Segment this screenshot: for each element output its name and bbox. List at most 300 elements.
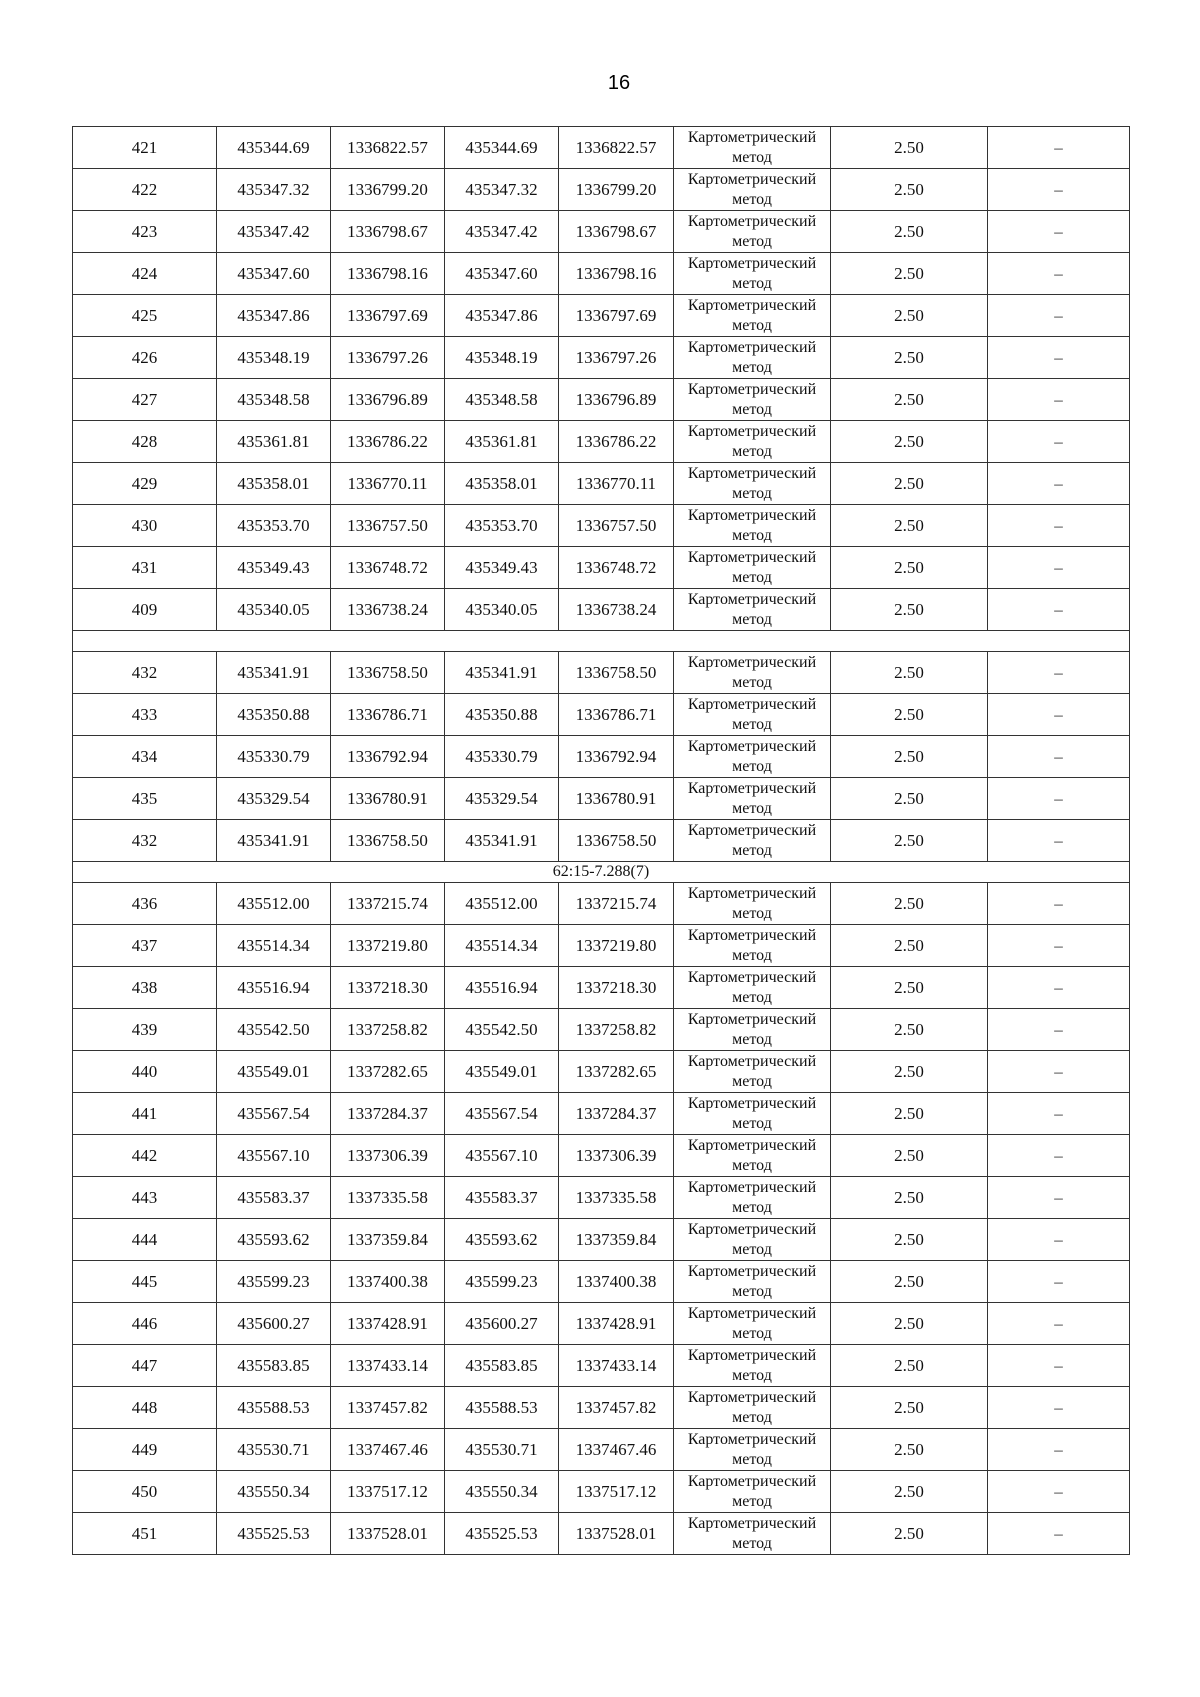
method-cell: Картометрический метод [674,694,831,736]
x-existing-cell: 435600.27 [217,1303,331,1345]
y-existing-cell: 1336786.71 [331,694,445,736]
x-refined-cell: 435516.94 [445,967,559,1009]
accuracy-cell: 2.50 [831,1513,988,1555]
description-cell: – [988,1303,1130,1345]
table-row [73,1177,1130,1219]
table-row [73,1093,1130,1135]
method-cell: Картометрический метод [674,337,831,379]
point-number-cell: 421 [73,127,217,169]
x-existing-cell: 435361.81 [217,421,331,463]
table-row [73,1303,1130,1345]
method-cell: Картометрический метод [674,778,831,820]
accuracy-cell: 2.50 [831,589,988,631]
y-existing-cell: 1336786.22 [331,421,445,463]
y-refined-cell: 1336758.50 [559,820,674,862]
method-cell: Картометрический метод [674,1471,831,1513]
point-number-cell: 443 [73,1177,217,1219]
method-cell: Картометрический метод [674,820,831,862]
table-row [73,1471,1130,1513]
x-refined-cell: 435599.23 [445,1261,559,1303]
accuracy-cell: 2.50 [831,379,988,421]
x-refined-cell: 435514.34 [445,925,559,967]
accuracy-cell: 2.50 [831,1345,988,1387]
accuracy-cell: 2.50 [831,925,988,967]
table-row [73,925,1130,967]
point-number-cell: 432 [73,820,217,862]
cadastral-number-label: 62:15-7.288(7) [73,862,1130,883]
y-existing-cell: 1336738.24 [331,589,445,631]
point-number-cell: 431 [73,547,217,589]
table-row [73,589,1130,631]
y-refined-cell: 1337428.91 [559,1303,674,1345]
table-row [73,1219,1130,1261]
y-existing-cell: 1337528.01 [331,1513,445,1555]
description-cell: – [988,652,1130,694]
y-refined-cell: 1336797.69 [559,295,674,337]
point-number-cell: 444 [73,1219,217,1261]
y-existing-cell: 1337218.30 [331,967,445,1009]
y-refined-cell: 1337517.12 [559,1471,674,1513]
x-existing-cell: 435530.71 [217,1429,331,1471]
method-cell: Картометрический метод [674,1387,831,1429]
method-cell: Картометрический метод [674,421,831,463]
y-refined-cell: 1336822.57 [559,127,674,169]
accuracy-cell: 2.50 [831,1219,988,1261]
point-number-cell: 409 [73,589,217,631]
description-cell: – [988,463,1130,505]
accuracy-cell: 2.50 [831,169,988,211]
method-cell: Картометрический метод [674,1009,831,1051]
method-cell: Картометрический метод [674,1261,831,1303]
y-refined-cell: 1337218.30 [559,967,674,1009]
y-existing-cell: 1336798.67 [331,211,445,253]
accuracy-cell: 2.50 [831,337,988,379]
y-refined-cell: 1336792.94 [559,736,674,778]
x-existing-cell: 435348.19 [217,337,331,379]
x-refined-cell: 435347.86 [445,295,559,337]
y-refined-cell: 1337467.46 [559,1429,674,1471]
accuracy-cell: 2.50 [831,1471,988,1513]
y-existing-cell: 1336796.89 [331,379,445,421]
method-cell: Картометрический метод [674,463,831,505]
description-cell: – [988,1009,1130,1051]
description-cell: – [988,778,1130,820]
table-row [73,169,1130,211]
accuracy-cell: 2.50 [831,253,988,295]
description-cell: – [988,1345,1130,1387]
accuracy-cell: 2.50 [831,1093,988,1135]
x-existing-cell: 435583.37 [217,1177,331,1219]
y-existing-cell: 1337219.80 [331,925,445,967]
x-existing-cell: 435588.53 [217,1387,331,1429]
x-existing-cell: 435583.85 [217,1345,331,1387]
accuracy-cell: 2.50 [831,1303,988,1345]
x-existing-cell: 435347.32 [217,169,331,211]
method-cell: Картометрический метод [674,1093,831,1135]
x-existing-cell: 435347.86 [217,295,331,337]
table-row [73,1345,1130,1387]
y-refined-cell: 1337400.38 [559,1261,674,1303]
x-existing-cell: 435514.34 [217,925,331,967]
x-refined-cell: 435350.88 [445,694,559,736]
y-refined-cell: 1336758.50 [559,652,674,694]
point-number-cell: 430 [73,505,217,547]
table-row [73,694,1130,736]
table-row [73,1009,1130,1051]
y-existing-cell: 1336799.20 [331,169,445,211]
accuracy-cell: 2.50 [831,295,988,337]
point-number-cell: 448 [73,1387,217,1429]
table-row [73,778,1130,820]
x-refined-cell: 435341.91 [445,820,559,862]
method-cell: Картометрический метод [674,1219,831,1261]
accuracy-cell: 2.50 [831,1051,988,1093]
x-refined-cell: 435358.01 [445,463,559,505]
y-refined-cell: 1337282.65 [559,1051,674,1093]
y-existing-cell: 1337258.82 [331,1009,445,1051]
method-cell: Картометрический метод [674,127,831,169]
method-cell: Картометрический метод [674,547,831,589]
accuracy-cell: 2.50 [831,883,988,925]
accuracy-cell: 2.50 [831,736,988,778]
x-refined-cell: 435600.27 [445,1303,559,1345]
x-refined-cell: 435550.34 [445,1471,559,1513]
x-refined-cell: 435347.42 [445,211,559,253]
x-refined-cell: 435347.32 [445,169,559,211]
x-existing-cell: 435549.01 [217,1051,331,1093]
x-existing-cell: 435341.91 [217,652,331,694]
y-refined-cell: 1336770.11 [559,463,674,505]
point-number-cell: 442 [73,1135,217,1177]
point-number-cell: 435 [73,778,217,820]
accuracy-cell: 2.50 [831,127,988,169]
point-number-cell: 450 [73,1471,217,1513]
accuracy-cell: 2.50 [831,652,988,694]
x-refined-cell: 435348.58 [445,379,559,421]
description-cell: – [988,1135,1130,1177]
table-row [73,379,1130,421]
x-refined-cell: 435593.62 [445,1219,559,1261]
point-number-cell: 433 [73,694,217,736]
description-cell: – [988,1051,1130,1093]
description-cell: – [988,1093,1130,1135]
y-existing-cell: 1336798.16 [331,253,445,295]
point-number-cell: 434 [73,736,217,778]
method-cell: Картометрический метод [674,1513,831,1555]
y-refined-cell: 1337284.37 [559,1093,674,1135]
x-refined-cell: 435583.37 [445,1177,559,1219]
x-refined-cell: 435344.69 [445,127,559,169]
x-existing-cell: 435353.70 [217,505,331,547]
accuracy-cell: 2.50 [831,1177,988,1219]
description-cell: – [988,925,1130,967]
point-number-cell: 445 [73,1261,217,1303]
x-refined-cell: 435567.54 [445,1093,559,1135]
point-number-cell: 438 [73,967,217,1009]
point-number-cell: 429 [73,463,217,505]
point-number-cell: 423 [73,211,217,253]
table-row [73,547,1130,589]
description-cell: – [988,169,1130,211]
x-refined-cell: 435583.85 [445,1345,559,1387]
y-existing-cell: 1336748.72 [331,547,445,589]
y-refined-cell: 1337335.58 [559,1177,674,1219]
table-row [73,1261,1130,1303]
x-refined-cell: 435349.43 [445,547,559,589]
point-number-cell: 446 [73,1303,217,1345]
y-refined-cell: 1336786.22 [559,421,674,463]
y-refined-cell: 1336798.67 [559,211,674,253]
description-cell: – [988,1261,1130,1303]
description-cell: – [988,211,1130,253]
section-header-row [73,862,1130,883]
method-cell: Картометрический метод [674,1429,831,1471]
point-number-cell: 447 [73,1345,217,1387]
spacer-row [73,631,1130,652]
x-existing-cell: 435512.00 [217,883,331,925]
accuracy-cell: 2.50 [831,1261,988,1303]
x-existing-cell: 435516.94 [217,967,331,1009]
y-existing-cell: 1337284.37 [331,1093,445,1135]
description-cell: – [988,379,1130,421]
accuracy-cell: 2.50 [831,421,988,463]
x-refined-cell: 435542.50 [445,1009,559,1051]
method-cell: Картометрический метод [674,505,831,547]
table-row [73,505,1130,547]
x-refined-cell: 435340.05 [445,589,559,631]
description-cell: – [988,547,1130,589]
x-refined-cell: 435353.70 [445,505,559,547]
y-existing-cell: 1337400.38 [331,1261,445,1303]
accuracy-cell: 2.50 [831,778,988,820]
spacer-cell [73,631,1130,652]
table-row [73,421,1130,463]
method-cell: Картометрический метод [674,211,831,253]
y-refined-cell: 1336757.50 [559,505,674,547]
y-existing-cell: 1337306.39 [331,1135,445,1177]
y-existing-cell: 1336757.50 [331,505,445,547]
point-number-cell: 441 [73,1093,217,1135]
table-row [73,652,1130,694]
y-existing-cell: 1336780.91 [331,778,445,820]
y-refined-cell: 1336798.16 [559,253,674,295]
method-cell: Картометрический метод [674,295,831,337]
accuracy-cell: 2.50 [831,547,988,589]
x-refined-cell: 435329.54 [445,778,559,820]
method-cell: Картометрический метод [674,1135,831,1177]
description-cell: – [988,1513,1130,1555]
y-existing-cell: 1337215.74 [331,883,445,925]
accuracy-cell: 2.50 [831,1009,988,1051]
x-refined-cell: 435588.53 [445,1387,559,1429]
description-cell: – [988,337,1130,379]
point-number-cell: 427 [73,379,217,421]
point-number-cell: 436 [73,883,217,925]
description-cell: – [988,1471,1130,1513]
x-existing-cell: 435542.50 [217,1009,331,1051]
y-refined-cell: 1336796.89 [559,379,674,421]
y-existing-cell: 1337359.84 [331,1219,445,1261]
x-existing-cell: 435348.58 [217,379,331,421]
table-row [73,253,1130,295]
x-existing-cell: 435347.60 [217,253,331,295]
y-existing-cell: 1337428.91 [331,1303,445,1345]
accuracy-cell: 2.50 [831,694,988,736]
table-row [73,337,1130,379]
point-number-cell: 449 [73,1429,217,1471]
x-refined-cell: 435347.60 [445,253,559,295]
method-cell: Картометрический метод [674,925,831,967]
point-number-cell: 424 [73,253,217,295]
table-row [73,463,1130,505]
y-existing-cell: 1337433.14 [331,1345,445,1387]
description-cell: – [988,694,1130,736]
description-cell: – [988,589,1130,631]
description-cell: – [988,1219,1130,1261]
description-cell: – [988,883,1130,925]
y-existing-cell: 1336797.69 [331,295,445,337]
accuracy-cell: 2.50 [831,967,988,1009]
method-cell: Картометрический метод [674,379,831,421]
coordinates-table [72,126,1130,1555]
table-row [73,211,1130,253]
description-cell: – [988,127,1130,169]
y-refined-cell: 1336748.72 [559,547,674,589]
x-refined-cell: 435549.01 [445,1051,559,1093]
point-number-cell: 439 [73,1009,217,1051]
description-cell: – [988,505,1130,547]
x-refined-cell: 435512.00 [445,883,559,925]
y-refined-cell: 1337457.82 [559,1387,674,1429]
x-existing-cell: 435358.01 [217,463,331,505]
y-existing-cell: 1336758.50 [331,652,445,694]
x-refined-cell: 435530.71 [445,1429,559,1471]
y-existing-cell: 1337517.12 [331,1471,445,1513]
description-cell: – [988,295,1130,337]
method-cell: Картометрический метод [674,1345,831,1387]
y-refined-cell: 1336797.26 [559,337,674,379]
method-cell: Картометрический метод [674,652,831,694]
x-refined-cell: 435361.81 [445,421,559,463]
description-cell: – [988,253,1130,295]
description-cell: – [988,1387,1130,1429]
method-cell: Картометрический метод [674,169,831,211]
page-number: 16 [607,72,631,94]
x-existing-cell: 435344.69 [217,127,331,169]
point-number-cell: 437 [73,925,217,967]
x-existing-cell: 435567.10 [217,1135,331,1177]
table-row [73,883,1130,925]
y-refined-cell: 1336738.24 [559,589,674,631]
table-row [73,1051,1130,1093]
point-number-cell: 451 [73,1513,217,1555]
x-existing-cell: 435567.54 [217,1093,331,1135]
x-existing-cell: 435329.54 [217,778,331,820]
y-refined-cell: 1336780.91 [559,778,674,820]
y-refined-cell: 1337219.80 [559,925,674,967]
table-row [73,967,1130,1009]
y-refined-cell: 1337215.74 [559,883,674,925]
point-number-cell: 422 [73,169,217,211]
x-existing-cell: 435340.05 [217,589,331,631]
y-existing-cell: 1336797.26 [331,337,445,379]
table-row [73,1429,1130,1471]
method-cell: Картометрический метод [674,1177,831,1219]
y-existing-cell: 1337335.58 [331,1177,445,1219]
y-refined-cell: 1336799.20 [559,169,674,211]
point-number-cell: 432 [73,652,217,694]
x-existing-cell: 435330.79 [217,736,331,778]
accuracy-cell: 2.50 [831,463,988,505]
y-refined-cell: 1337433.14 [559,1345,674,1387]
y-existing-cell: 1336758.50 [331,820,445,862]
accuracy-cell: 2.50 [831,820,988,862]
y-existing-cell: 1337467.46 [331,1429,445,1471]
description-cell: – [988,1429,1130,1471]
method-cell: Картометрический метод [674,1303,831,1345]
accuracy-cell: 2.50 [831,1135,988,1177]
x-existing-cell: 435350.88 [217,694,331,736]
x-refined-cell: 435525.53 [445,1513,559,1555]
method-cell: Картометрический метод [674,967,831,1009]
y-refined-cell: 1337258.82 [559,1009,674,1051]
y-refined-cell: 1337306.39 [559,1135,674,1177]
y-existing-cell: 1337457.82 [331,1387,445,1429]
x-existing-cell: 435593.62 [217,1219,331,1261]
accuracy-cell: 2.50 [831,1429,988,1471]
table-row [73,1387,1130,1429]
y-existing-cell: 1336822.57 [331,127,445,169]
x-existing-cell: 435349.43 [217,547,331,589]
y-existing-cell: 1337282.65 [331,1051,445,1093]
description-cell: – [988,967,1130,1009]
accuracy-cell: 2.50 [831,505,988,547]
method-cell: Картометрический метод [674,589,831,631]
table-row [73,736,1130,778]
x-existing-cell: 435525.53 [217,1513,331,1555]
x-refined-cell: 435567.10 [445,1135,559,1177]
x-refined-cell: 435348.19 [445,337,559,379]
method-cell: Картометрический метод [674,736,831,778]
method-cell: Картометрический метод [674,253,831,295]
description-cell: – [988,820,1130,862]
description-cell: – [988,736,1130,778]
accuracy-cell: 2.50 [831,1387,988,1429]
table-row [73,820,1130,862]
point-number-cell: 428 [73,421,217,463]
description-cell: – [988,421,1130,463]
x-refined-cell: 435330.79 [445,736,559,778]
table-row [73,295,1130,337]
y-refined-cell: 1337359.84 [559,1219,674,1261]
point-number-cell: 425 [73,295,217,337]
y-refined-cell: 1337528.01 [559,1513,674,1555]
accuracy-cell: 2.50 [831,211,988,253]
y-existing-cell: 1336792.94 [331,736,445,778]
x-existing-cell: 435341.91 [217,820,331,862]
x-existing-cell: 435550.34 [217,1471,331,1513]
method-cell: Картометрический метод [674,883,831,925]
y-refined-cell: 1336786.71 [559,694,674,736]
x-existing-cell: 435347.42 [217,211,331,253]
method-cell: Картометрический метод [674,1051,831,1093]
table-row [73,1513,1130,1555]
point-number-cell: 440 [73,1051,217,1093]
table-body [73,127,1130,1555]
x-existing-cell: 435599.23 [217,1261,331,1303]
y-existing-cell: 1336770.11 [331,463,445,505]
table-row [73,127,1130,169]
